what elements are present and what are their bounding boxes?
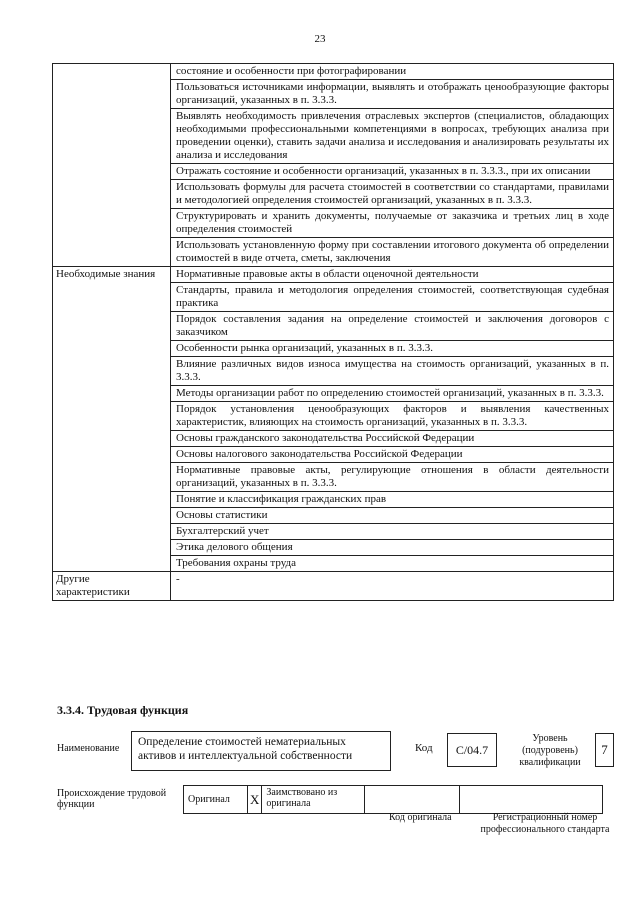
knowledge-item: Понятие и классификация гражданских прав bbox=[171, 492, 614, 508]
knowledge-item: Основы статистики bbox=[171, 508, 614, 524]
registration-number-field bbox=[460, 786, 603, 814]
skill-item: состояние и особенности при фотографировании bbox=[171, 64, 614, 80]
origin-label: Происхождение трудовой функции bbox=[57, 788, 167, 810]
knowledge-item: Порядок составления задания на определение стоимостей и заключения договоров с заказчиком bbox=[171, 312, 614, 341]
skill-item: Структурировать и хранить документы, получаемые от заказчика и третьих лиц в ходе определения стоимостей bbox=[171, 209, 614, 238]
qualification-level-field: 7 bbox=[595, 733, 614, 767]
name-label: Наименование bbox=[57, 743, 120, 754]
knowledge-item: Особенности рынка организаций, указанных в п. 3.3.3. bbox=[171, 341, 614, 357]
knowledge-item: Нормативные правовые акты в области оценочной деятельности bbox=[171, 267, 614, 283]
table-row bbox=[53, 267, 614, 283]
skill-item: Использовать установленную форму при составлении итогового документа об определении стоимостей в виде отчета, сметы, заключения bbox=[171, 238, 614, 267]
original-checkbox-mark: X bbox=[248, 786, 262, 814]
skills-label-cell bbox=[53, 64, 171, 267]
other-characteristics-value: - bbox=[171, 572, 614, 601]
knowledge-label: Необходимые знания bbox=[53, 267, 171, 572]
knowledge-item: Требования охраны труда bbox=[171, 556, 614, 572]
section-heading: 3.3.4. Трудовая функция bbox=[57, 703, 189, 717]
origin-table bbox=[183, 785, 603, 814]
table-row bbox=[53, 572, 614, 601]
qualification-level-label: Уровень (подуровень) квалификации bbox=[519, 733, 581, 768]
skill-item: Выявлять необходимость привлечения отраслевых экспертов (специалистов, обладающих необходимыми профессиональными компетенциями в вопросах, требующих анализа при проведении оценки), ставить задачи анализа и исследования и анализировать результаты их анализа и исследования bbox=[171, 109, 614, 164]
table-row bbox=[53, 64, 614, 80]
code-label: Код bbox=[415, 742, 433, 754]
other-characteristics-label: Другие характеристики bbox=[53, 572, 171, 601]
borrowed-option-label: Заимствовано из оригинала bbox=[262, 786, 365, 814]
knowledge-item: Этика делового общения bbox=[171, 540, 614, 556]
original-code-field bbox=[365, 786, 460, 814]
knowledge-item: Стандарты, правила и методология определения стоимостей, соответствующая судебная практика bbox=[171, 283, 614, 312]
requirements-table bbox=[52, 63, 614, 601]
skill-item: Отражать состояние и особенности организаций, указанных в п. 3.3.3., при их описании bbox=[171, 164, 614, 180]
original-option-label: Оригинал bbox=[184, 786, 248, 814]
knowledge-item: Основы гражданского законодательства Российской Федерации bbox=[171, 431, 614, 447]
skill-item: Использовать формулы для расчета стоимостей в соответствии со стандартами, правилами и методологией определения стоимостей организаций, указанных в п. 3.3.3. bbox=[171, 180, 614, 209]
knowledge-item: Бухгалтерский учет bbox=[171, 524, 614, 540]
knowledge-item: Порядок установления ценообразующих факторов и выявления качественных характеристик, влияющих на стоимость организаций, указанных в п. 3.3.3. bbox=[171, 402, 614, 431]
knowledge-item: Нормативные правовые акты, регулирующие отношения в области деятельности организаций, указанных в п. 3.3.3. bbox=[171, 463, 614, 492]
function-code-field: С/04.7 bbox=[447, 733, 497, 767]
knowledge-item: Влияние различных видов износа имущества на стоимость организаций, указанных в п. 3.3.3. bbox=[171, 357, 614, 386]
page-number: 23 bbox=[314, 33, 326, 45]
skill-item: Пользоваться источниками информации, выявлять и отображать ценообразующие факторы организаций, указанных в п. 3.3.3. bbox=[171, 80, 614, 109]
original-code-caption: Код оригинала bbox=[389, 812, 452, 823]
table-row bbox=[184, 786, 603, 814]
function-name-field: Определение стоимостей нематериальных активов и интеллектуальной собственности bbox=[131, 731, 391, 771]
knowledge-item: Основы налогового законодательства Российской Федерации bbox=[171, 447, 614, 463]
registration-number-caption: Регистрационный номер профессионального стандарта bbox=[480, 812, 610, 835]
knowledge-item: Методы организации работ по определению стоимостей организаций, указанных в п. 3.3.3. bbox=[171, 386, 614, 402]
